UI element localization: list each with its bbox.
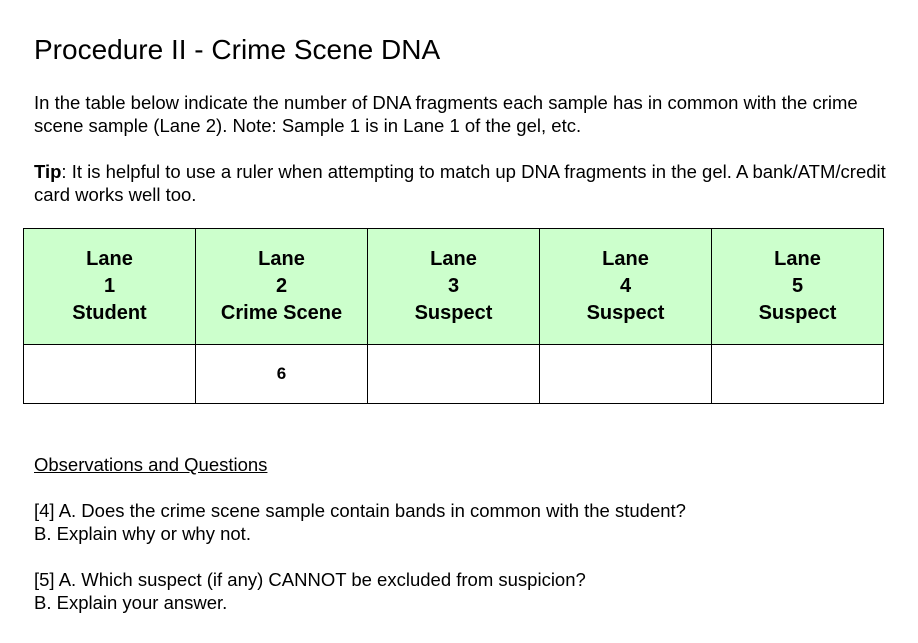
header-sample: Crime Scene (220, 302, 343, 324)
header-label: Lane (258, 248, 305, 270)
cell-lane-5[interactable] (712, 345, 884, 404)
header-sample: Suspect (758, 302, 837, 324)
header-lane-number: 4 (619, 275, 632, 297)
header-label: Lane (602, 248, 649, 270)
tip-text: : It is helpful to use a ruler when attempting to match up DNA fragments in the gel. A bank/ATM/credit card works well too. (34, 161, 886, 205)
intro-paragraph: In the table below indicate the number of DNA fragments each sample has in common with the crime scene sample (Lane 2). Note: Sample 1 is in Lane 1 of the gel, etc. (34, 92, 858, 136)
page-title: Procedure II - Crime Scene DNA (34, 34, 441, 65)
header-lane-number: 2 (275, 275, 288, 297)
header-lane-3 (368, 229, 540, 345)
header-lane-4 (540, 229, 712, 345)
table-row (24, 345, 884, 404)
question-4-part-b: B. Explain why or why not. (34, 523, 251, 544)
header-lane-number: 3 (447, 275, 460, 297)
table-header-row (24, 229, 884, 345)
cell-lane-1[interactable] (24, 345, 196, 404)
header-sample: Suspect (414, 302, 493, 324)
header-lane-5 (712, 229, 884, 345)
header-lane-number: 5 (791, 275, 804, 297)
question-5 (34, 568, 894, 614)
header-lane-number: 1 (103, 275, 116, 297)
header-sample: Student (72, 302, 147, 324)
header-lane-2 (196, 229, 368, 345)
cell-lane-4[interactable] (540, 345, 712, 404)
header-sample: Suspect (586, 302, 665, 324)
dna-fragment-table (23, 228, 884, 404)
header-lane-1 (24, 229, 196, 345)
tip-paragraph (34, 160, 894, 206)
header-label: Lane (430, 248, 477, 270)
header-label: Lane (86, 248, 133, 270)
header-label: Lane (774, 248, 821, 270)
question-4 (34, 499, 894, 545)
cell-lane-2[interactable]: 6 (196, 345, 368, 404)
question-5-part-a: [5] A. Which suspect (if any) CANNOT be excluded from suspicion? (34, 569, 586, 590)
cell-lane-3[interactable] (368, 345, 540, 404)
observations-heading: Observations and Questions (34, 454, 268, 475)
question-4-part-a: [4] A. Does the crime scene sample contain bands in common with the student? (34, 500, 686, 521)
question-5-part-b: B. Explain your answer. (34, 592, 228, 613)
tip-label: Tip (34, 161, 62, 182)
